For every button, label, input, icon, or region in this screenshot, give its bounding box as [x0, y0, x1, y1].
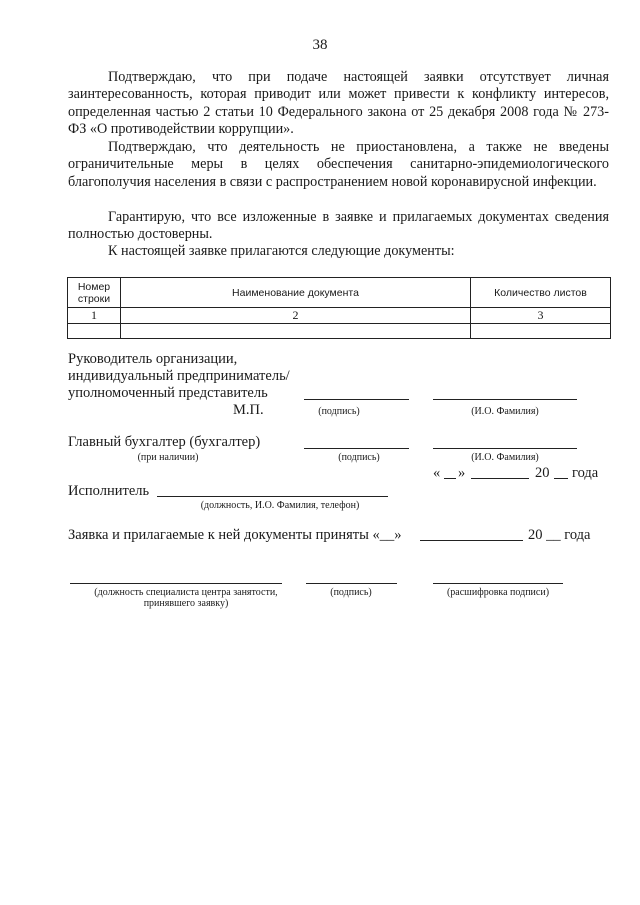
executor-caption: (должность, И.О. Фамилия, телефон): [200, 500, 360, 511]
specialist-signature-caption: (подпись): [330, 587, 372, 598]
date-year-suffix: года: [572, 465, 599, 481]
accountant-label: Главный бухгалтер (бухгалтер): [68, 434, 261, 450]
specialist-decode-line[interactable]: [433, 583, 563, 584]
accepted-text: Заявка и прилагаемые к ней документы приняты «__»: [68, 527, 402, 543]
header-sheet-count: Количество листов: [471, 278, 611, 308]
head-title-line-3: уполномоченный представитель: [68, 385, 268, 401]
paragraph-guarantee: Гарантирую, что все изложенные в заявке и прилагаемых документах сведения полностью достоверны.: [68, 209, 609, 243]
specialist-position-caption: [70, 587, 302, 609]
accountant-signature-line[interactable]: [304, 448, 409, 449]
paragraph-conflict-of-interest: Подтверждаю, что при подаче настоящей заявки отсутствует личная заинтересованность, которая приводит или может привести к конфликту интересов, определенная частью 2 статьи 10 Федерального закона от 25 декабря 2008 года № 273-ФЗ «О противодействии коррупции».: [68, 69, 609, 137]
accountant-name-caption: (И.О. Фамилия): [471, 452, 539, 463]
head-name-caption: (И.О. Фамилия): [471, 406, 539, 417]
executor-line[interactable]: [157, 496, 388, 497]
table-header-row: [68, 278, 611, 308]
page-number: 38: [312, 37, 328, 53]
specialist-decode-caption: (расшифровка подписи): [446, 587, 550, 598]
date-day-blank[interactable]: [444, 478, 456, 479]
date-quote-open: «: [433, 465, 441, 481]
head-name-line[interactable]: [433, 399, 577, 400]
stamp-label: М.П.: [233, 402, 264, 418]
specialist-caption-line-2: принявшего заявку): [143, 598, 229, 609]
date-month-blank[interactable]: [471, 478, 529, 479]
table-row: [68, 324, 611, 339]
head-title-line-2: индивидуальный предприниматель/: [68, 368, 290, 384]
header-document-name: Наименование документа: [121, 278, 471, 308]
documents-table: [67, 277, 611, 339]
column-number-2: 2: [121, 308, 471, 324]
executor-label: Исполнитель: [68, 483, 150, 499]
column-number-1: 1: [68, 308, 121, 324]
paragraph-attachments-intro: К настоящей заявке прилагаются следующие документы:: [108, 243, 455, 259]
head-signature-caption: (подпись): [318, 406, 360, 417]
table-cell[interactable]: [68, 324, 121, 339]
column-number-3: 3: [471, 308, 611, 324]
accountant-note: (при наличии): [137, 452, 199, 463]
accountant-signature-caption: (подпись): [338, 452, 380, 463]
date-quote-close: »: [458, 465, 466, 481]
table-cell[interactable]: [121, 324, 471, 339]
accountant-name-line[interactable]: [433, 448, 577, 449]
accepted-year: 20 __ года: [528, 527, 591, 543]
table-numbering-row: [68, 308, 611, 324]
header-row-number: Номер строки: [68, 278, 121, 308]
head-signature-line[interactable]: [304, 399, 409, 400]
specialist-signature-line[interactable]: [306, 583, 397, 584]
date-year-prefix: 20: [535, 465, 550, 481]
specialist-caption-line-1: (должность специалиста центра занятости,: [94, 587, 278, 598]
paragraph-activity-not-suspended: Подтверждаю, что деятельность не приостановлена, а также не введены ограничительные меры в целях обеспечения санитарно-эпидемиологического благополучия населения в связи с распространением новой коронавирусной инфекции.: [68, 139, 609, 190]
date-year-blank[interactable]: [554, 478, 568, 479]
accepted-month-blank[interactable]: [420, 540, 523, 541]
specialist-position-line[interactable]: [70, 583, 282, 584]
head-title-line-1: Руководитель организации,: [68, 351, 238, 367]
table-cell[interactable]: [471, 324, 611, 339]
